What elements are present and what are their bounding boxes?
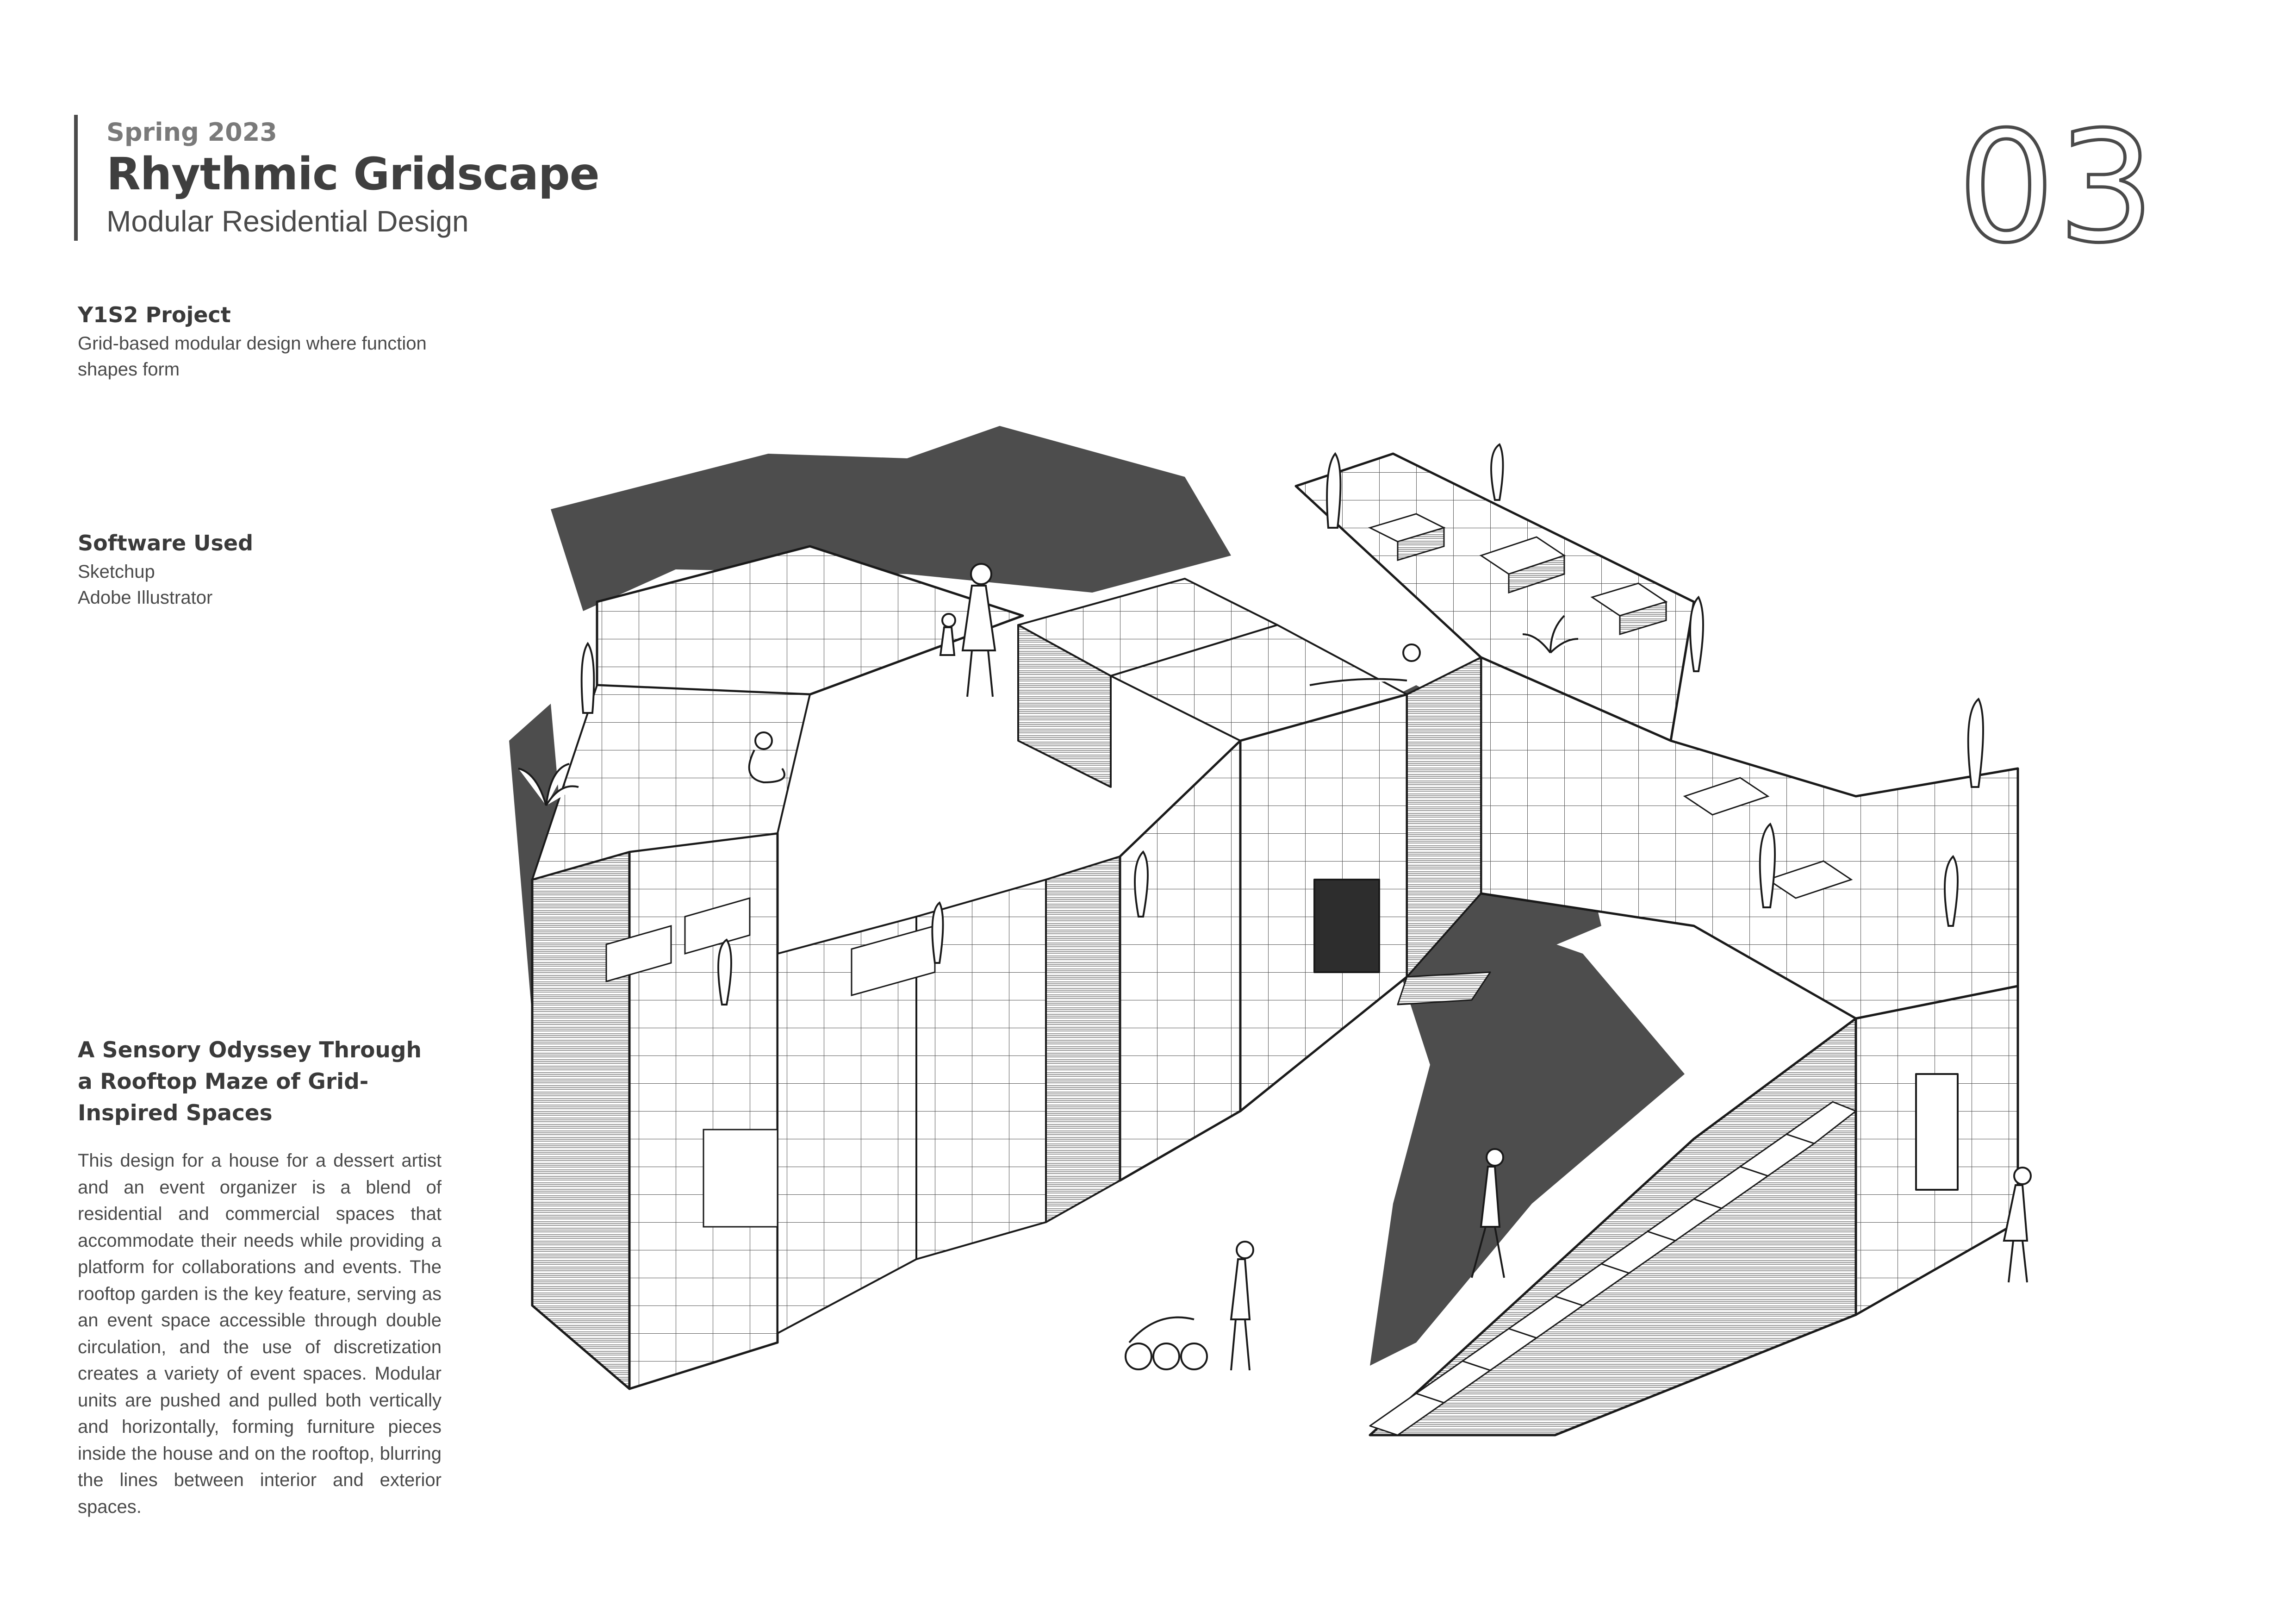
software-item: Adobe Illustrator	[78, 587, 213, 608]
project-info	[78, 301, 442, 382]
isometric-drawing	[491, 417, 2073, 1481]
project-heading: Y1S2 Project	[78, 302, 231, 327]
essay-body: This design for a house for a dessert artist and an event organizer is a blend of residential and commercial spaces that accommodate their needs while providing a platform for collaborations and events. The rooftop garden is the key feature, serving as an event space accessible through double circulation, and the use of discretization creates a variety of event spaces. Modular units are pushed and pulled both vertically and horizontally, forming furniture pieces inside the house and on the rooftop, blurring the lines between interior and exterior spaces.	[78, 1150, 442, 1517]
page-subtitle: Modular Residential Design	[106, 205, 469, 238]
project-number: 03	[1958, 99, 2158, 276]
season-label: Spring 2023	[106, 118, 277, 147]
software-heading: Software Used	[78, 531, 254, 556]
essay-heading: A Sensory Odyssey Through a Rooftop Maze of Grid-Inspired Spaces	[78, 1037, 422, 1126]
title-block	[74, 115, 599, 241]
project-description: Grid-based modular design where function shapes form	[78, 333, 427, 380]
software-item: Sketchup	[78, 562, 155, 582]
essay	[78, 1035, 442, 1520]
building-massing	[532, 454, 2018, 1435]
page-title: Rhythmic Gridscape	[106, 148, 599, 200]
software-info	[78, 529, 442, 611]
